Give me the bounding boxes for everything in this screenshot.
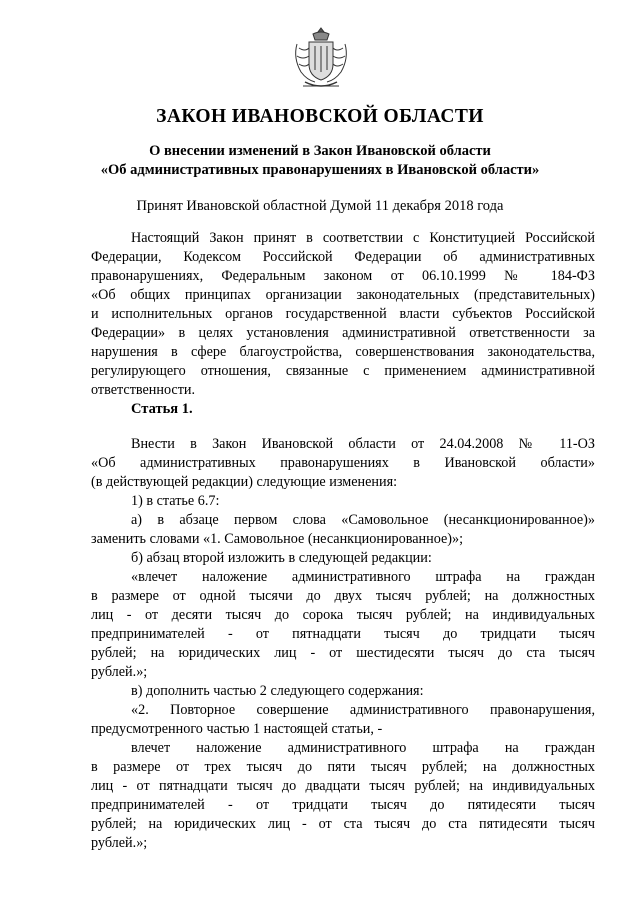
- article-line: в) дополнить частью 2 следующего содержания:: [131, 683, 424, 699]
- intro-paragraph: [91, 229, 595, 400]
- article-line: а) в абзаце первом слова «Самовольное (несанкционированное)»: [131, 512, 595, 528]
- article-line: в размере от трех тысяч до пяти тысяч рублей; на должностных: [91, 759, 595, 775]
- article-line: рублей.»;: [91, 835, 148, 851]
- article-body: [91, 435, 595, 853]
- intro-line: регулирующего отношения, связанные с применением административной: [91, 363, 595, 379]
- article-line: (в действующей редакции) следующие изменения:: [91, 474, 398, 490]
- article-line: предпринимателей - от пятнадцати тысяч до тридцати тысяч: [91, 626, 595, 642]
- intro-line: Настоящий Закон принят в соответствии с Конституцией Российской: [131, 230, 595, 246]
- article-line: предпринимателей - от тридцати тысяч до пятидесяти тысяч: [91, 797, 595, 813]
- intro-line: правонарушениях, Федеральным законом от 06.10.1999 № 184-ФЗ: [91, 268, 595, 284]
- article-line: рублей.»;: [91, 664, 148, 680]
- adoption-note: Принят Ивановской областной Думой 11 декабря 2018 года: [136, 198, 504, 214]
- intro-line: ответственности.: [91, 382, 196, 398]
- article-line: Внести в Закон Ивановской области от 24.04.2008 № 11-ОЗ: [131, 436, 595, 452]
- article-line: 1) в статье 6.7:: [131, 493, 220, 509]
- article-line: рублей; на юридических лиц - от ста тысяч до ста пятидесяти тысяч: [91, 816, 595, 832]
- intro-line: Федерации» в целях установления административной ответственности за: [91, 325, 595, 341]
- intro-line: и исполнительных органов государственной власти субъектов Российской: [91, 306, 595, 322]
- article-line: «Об административных правонарушениях в Ивановской области»: [91, 455, 595, 471]
- article-line: б) абзац второй изложить в следующей редакции:: [131, 550, 432, 566]
- article-line: влечет наложение административного штрафа на граждан: [131, 740, 595, 756]
- article-line: «влечет наложение административного штрафа на граждан: [131, 569, 595, 585]
- law-subtitle-line2: «Об административных правонарушениях в Ивановской области»: [100, 162, 540, 178]
- article-line: лиц - от десяти тысяч до сорока тысяч рублей; на индивидуальных: [91, 607, 595, 623]
- article-line: в размере от одной тысячи до двух тысяч рублей; на должностных: [91, 588, 595, 604]
- article-heading: Статья 1.: [131, 401, 193, 417]
- intro-line: Федерации, Кодексом Российской Федерации об административных: [91, 249, 595, 265]
- law-subtitle-line1: О внесении изменений в Закон Ивановской области: [149, 143, 491, 159]
- law-title: ЗАКОН ИВАНОВСКОЙ ОБЛАСТИ: [156, 106, 484, 127]
- article-line: «2. Повторное совершение административного правонарушения,: [131, 702, 595, 718]
- intro-line: «Об общих принципах организации законодательных (представительных): [91, 287, 595, 303]
- article-line: предусмотренного частью 1 настоящей статьи, -: [91, 721, 383, 737]
- coat-of-arms-icon: [291, 24, 351, 92]
- article-line: заменить словами «1. Самовольное (несанкционированное)»;: [91, 531, 464, 547]
- article-line: лиц - от пятнадцати тысяч до двадцати тысяч рублей; на индивидуальных: [91, 778, 595, 794]
- intro-line: нарушения в сфере благоустройства, совершенствования законодательства,: [91, 344, 595, 360]
- article-line: рублей; на юридических лиц - от шестидесяти тысяч до ста тысяч: [91, 645, 595, 661]
